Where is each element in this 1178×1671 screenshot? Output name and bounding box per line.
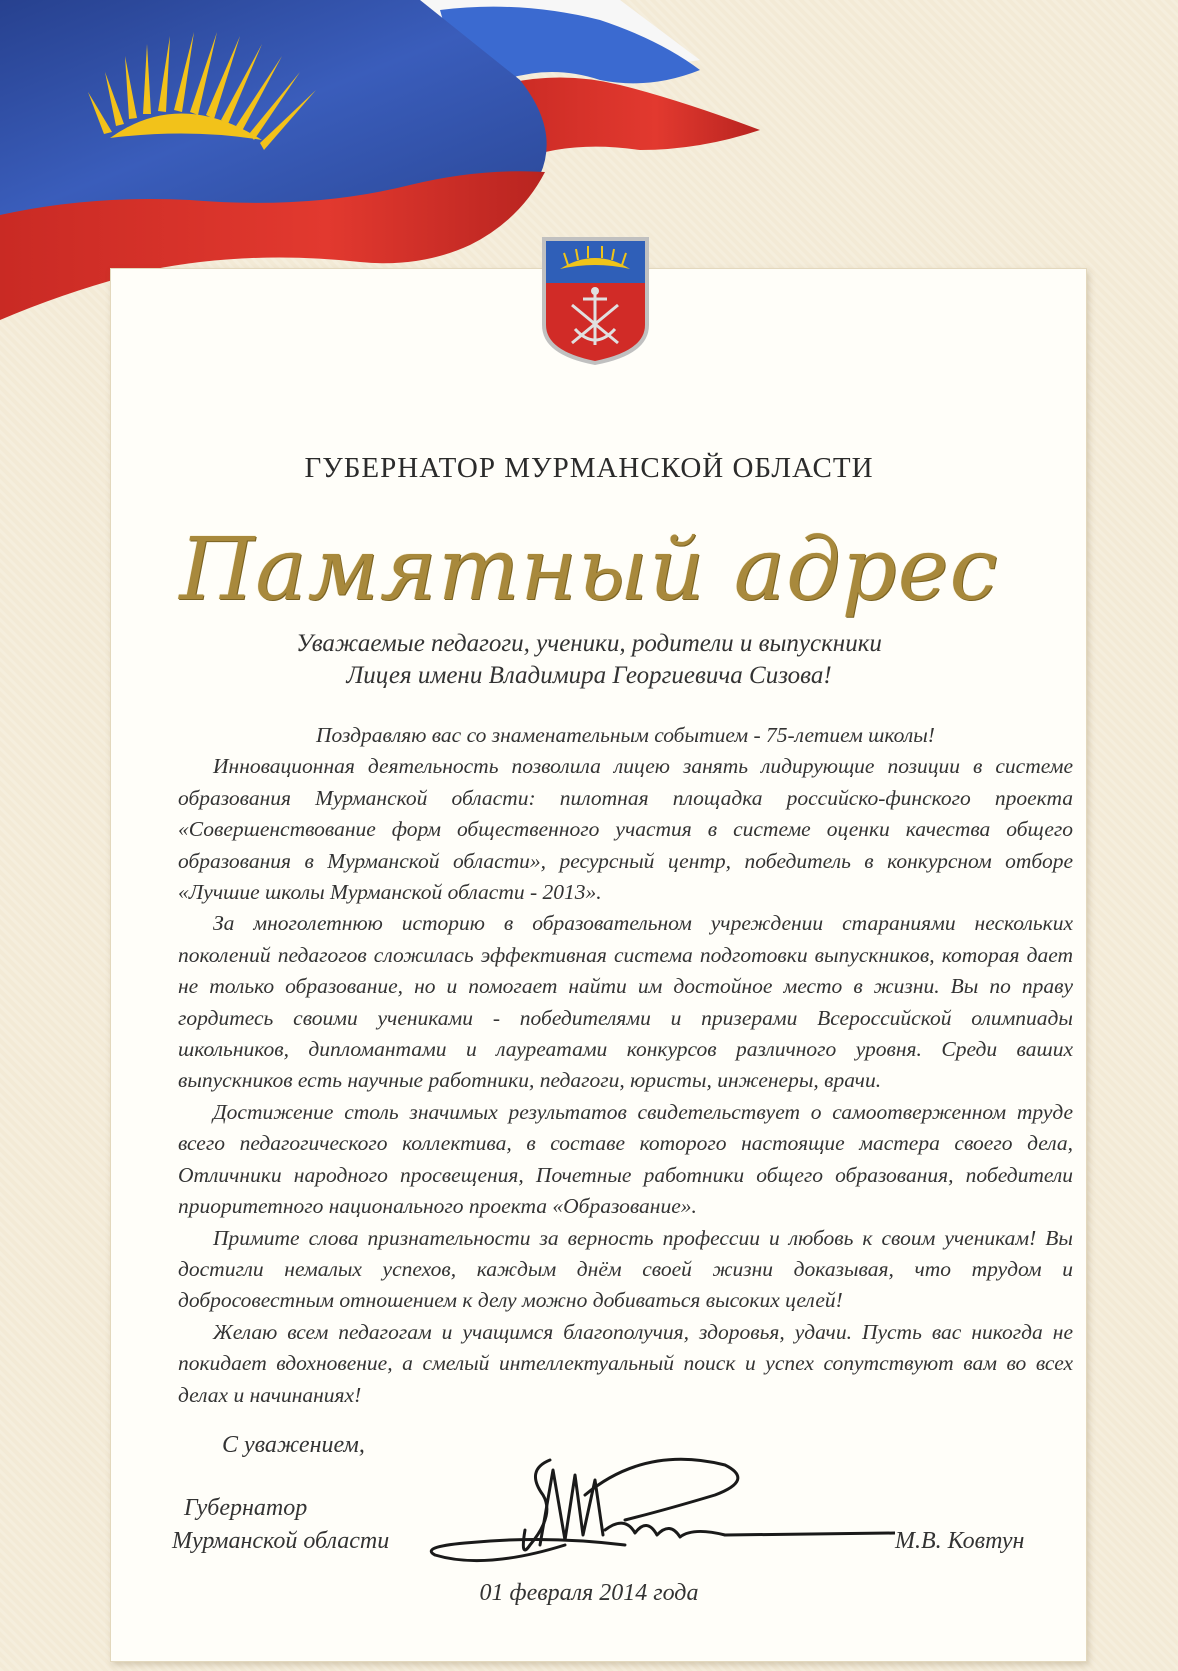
letter-body bbox=[178, 720, 1073, 1411]
position-line-1: Губернатор bbox=[184, 1495, 308, 1521]
handwritten-signature-image bbox=[425, 1435, 895, 1575]
greeting-line-1: Уважаемые педагоги, ученики, родители и выпускники bbox=[296, 630, 882, 657]
paragraph: Инновационная деятельность позволила лицею занять лидирующие позиции в системе образования Мурманской области: пилотная площадка российско-финского проекта «Совершенствование форм общественного участия в системе оценки качества общего образования в Мурманской области», ресурсный центр, победитель в конкурсном отборе «Лучшие школы Мурманской области - 2013». bbox=[178, 754, 1073, 905]
document-title: Памятный адрес bbox=[179, 520, 999, 620]
paragraph: Желаю всем педагогам и учащимся благополучия, здоровья, удачи. Пусть вас никогда не покидает вдохновение, а смелый интеллектуальный поиск и успех сопутствуют вам во всех делах и начинаниях! bbox=[178, 1319, 1073, 1407]
closing-text: С уважением, bbox=[222, 1432, 365, 1458]
governor-heading: ГУБЕРНАТОР МУРМАНСКОЙ ОБЛАСТИ bbox=[304, 452, 874, 484]
paragraph: За многолетнюю историю в образовательном учреждении стараниями нескольких поколений педагогов сложилась эффективная система подготовки выпускников, которая дает не только образование, но и помогает найти им достойное место в жизни. Вы по праву гордитесь своими учениками - победителями и призерами Всероссийской олимпиады школьников, дипломантами и лауреатами конкурсов различного уровня. Среди ваших выпускников есть научные работники, педагоги, юристы, инженеры, врачи. bbox=[178, 911, 1073, 1093]
paragraph: Примите слова признательности за верность профессии и любовь к своим ученикам! Вы достигли немалых успехов, каждым днём своей жизни доказывая, что трудом и добросовестным отношением к делу можно добиваться высоких целей! bbox=[178, 1225, 1073, 1313]
greeting-line-2: Лицея имени Владимира Георгиевича Сизова! bbox=[346, 662, 832, 689]
coat-of-arms-icon bbox=[538, 233, 653, 368]
signatory-name: М.В. Ковтун bbox=[895, 1528, 1025, 1554]
document-date: 01 февраля 2014 года bbox=[479, 1580, 699, 1606]
position-line-2: Мурманской области bbox=[172, 1528, 390, 1554]
paragraph: Достижение столь значимых результатов свидетельствует о самоотверженном труде всего педагогического коллектива, в составе которого настоящие мастера своего дела, Отличники народного просвещения, Почетные работники общего образования, победители приоритетного национального проекта «Образование». bbox=[178, 1099, 1073, 1219]
paragraph: Поздравляю вас со знаменательным событием - 75-летием школы! bbox=[316, 723, 935, 747]
